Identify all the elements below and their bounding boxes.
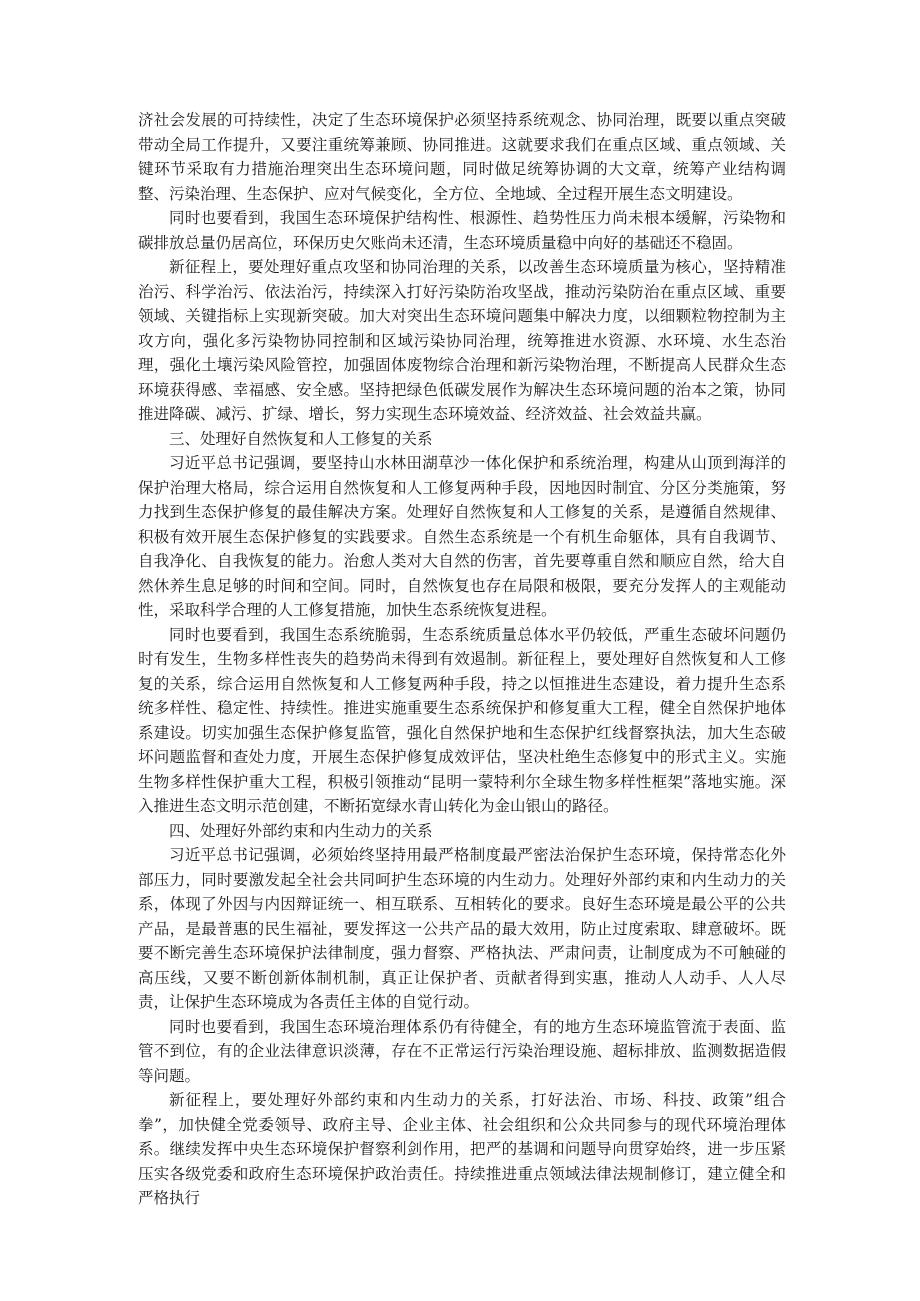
paragraph-coordinated-governance: 新征程上，要处理好重点攻坚和协同治理的关系，以改善生态环境质量为核心，坚持精准治污、科学治污、依法治污，持续深入打好污染防治攻坚战，推动污染防治在重点区域、重要领域、关键指标上实现新突破。加大对突出生态环境问题集中解决力度，以细颗粒物控制为主攻方向，强化多污染物协同控制和区域污染协同治理，统筹推进水资源、水环境、水生态治理，强化土壤污染风险管控，加强固体废物综合治理和新污染物治理，不断提高人民群众生态环境获得感、幸福感、安全感。坚持把绿色低碳发展作为解决生态环境问题的治本之策，协同推进降碳、减污、扩绿、增长，努力实现生态环境效益、经济效益、社会效益共赢。 [138,258,786,423]
paragraph-external-constraints: 习近平总书记强调，必须始终坚持用最严格制度最严密法治保护生态环境，保持常态化外部压力，同时要激发起全社会共同呵护生态环境的内生动力。处理好外部约束和内生动力的关系，体现了外因与内因辩证统一、相互联系、互相转化的要求。良好生态环境是最公平的公共产品，是最普惠的民生福祉，要发挥这一公共产品的最大效用，防止过度索取、肆意破坏。既要不断完善生态环境保护法律制度，强力督察、严格执法、严肃问责，让制度成为不可触碰的高压线，又要不断创新体制机制，真正让保护者、贡献者得到实惠，推动人人动手、人人尽责，让保护生态环境成为各责任主体的自觉行动。 [138,846,786,1011]
paragraph-new-journey: 新征程上，要处理好外部约束和内生动力的关系，打好法治、市场、科技、政策”组合拳”，加快健全党委领导、政府主导、企业主体、社会组织和公众共同参与的现代环境治理体系。继续发挥中央生态环境保护督察利剑作用，把严的基调和问题导向贯穿始终，进一步压紧压实各级党委和政府生态环境保护政治责任。持续推进重点领域法律法规制修订，建立健全和严格执行 [138,1091,786,1207]
section-heading-4: 四、处理好外部约束和内生动力的关系 [169,821,433,840]
paragraph-ecosystem-fragility: 同时也要看到，我国生态系统脆弱，生态系统质量总体水平仍较低，严重生态破坏问题仍时有发生，生物多样性丧失的趋势尚未得到有效遏制。新征程上，要处理好自然恢复和人工修复的关系，综合运用自然恢复和人工修复两种手段，持之以恒推进生态建设，着力提升生态系统多样性、稳定性、持续性。推进实施重要生态系统保护和修复重大工程，健全自然保护地体系建设。切实加强生态保护修复监管，强化自然保护地和生态保护红线督察执法，加大生态破坏问题监督和查处力度，开展生态保护修复成效评估，坚决杜绝生态修复中的形式主义。实施生物多样性保护重大工程，积极引领推动“昆明一蒙特利尔全球生物多样性框架”落地实施。深入推进生态文明示范创建，不断拓宽绿水青山转化为金山银山的路径。 [138,625,786,815]
paragraph-continued-intro: 济社会发展的可持续性，决定了生态环境保护必须坚持系统观念、协同治理，既要以重点突破带动全局工作提升，又要注重统筹兼顾、协同推进。这就要求我们在重点区域、重点领域、关键环节采取有力措施治理突出生态环境问题，同时做足统筹协调的大文章，统筹产业结构调整、污染治理、生态保护、应对气候变化，全方位、全地域、全过程开展生态文明建设。 [138,111,786,203]
section-heading-3: 三、处理好自然恢复和人工修复的关系 [169,429,433,448]
paragraph-natural-recovery: 习近平总书记强调，要坚持山水林田湖草沙一体化保护和系统治理，构建从山顶到海洋的保护治理大格局，综合运用自然恢复和人工修复两种手段，因地因时制宜、分区分类施策，努力找到生态保护修复的最佳解决方案。处理好自然恢复和人工修复的关系，是遵循自然规律、积极有效开展生态保护修复的实践要求。自然生态系统是一个有机生命躯体，具有自我调节、自我净化、自我恢复的能力。治愈人类对大自然的伤害，首先要尊重自然和顺应自然，给大自然休养生息足够的时间和空间。同时，自然恢复也存在局限和极限，要充分发挥人的主观能动性，采取科学合理的人工修复措施，加快生态系统恢复进程。 [138,454,786,619]
paragraph-governance-gaps: 同时也要看到，我国生态环境治理体系仍有待健全，有的地方生态环境监管流于表面、监管不到位，有的企业法律意识淡薄，存在不正常运行污染治理设施、超标排放、监测数据造假等问题。 [138,1017,786,1085]
paragraph-pressure: 同时也要看到，我国生态环境保护结构性、根源性、趋势性压力尚未根本缓解，污染物和碳排放总量仍居高位，环保历史欠账尚未还清，生态环境质量稳中向好的基础还不稳固。 [138,209,786,252]
document-body [138,108,786,1211]
